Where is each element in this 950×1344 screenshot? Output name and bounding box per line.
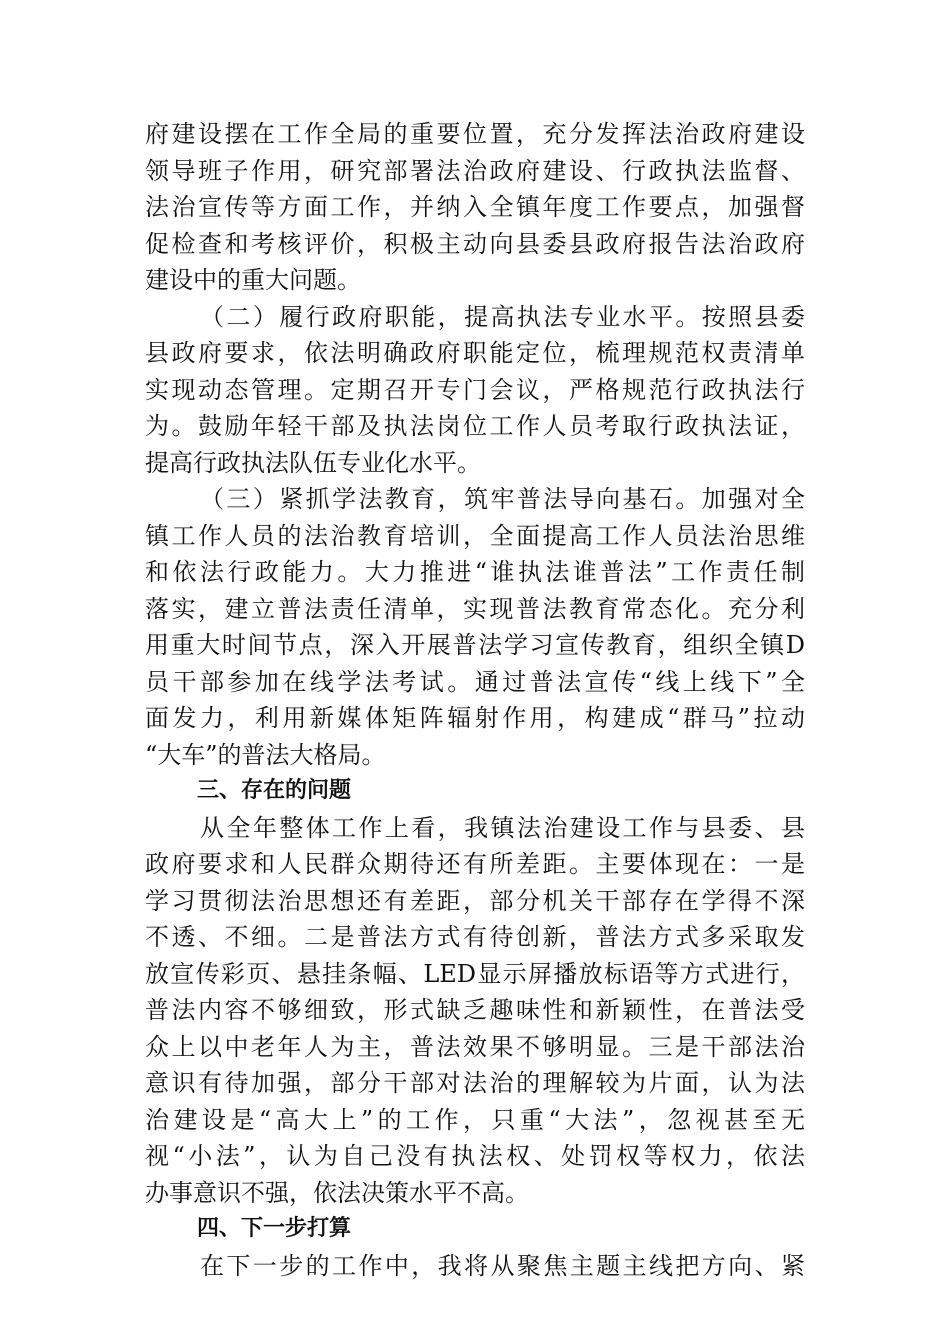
text-line: “大车”的普法大格局。 — [145, 740, 386, 769]
text-line: （二）履行政府职能，提高执法专业水平。按照县委 — [200, 302, 805, 331]
text-line: 放宣传彩页、悬挂条幅、LED显示屏播放标语等方式进行， — [145, 959, 805, 988]
section-heading-next-steps — [145, 1211, 805, 1248]
text-line: 领导班子作用，研究部署法治政府建设、行政执法监督、 — [145, 156, 805, 185]
text-line: 建设中的重大问题。 — [145, 266, 361, 294]
text-line: 实现动态管理。定期召开专门会议，严格规范行政执法行 — [145, 375, 805, 404]
section-heading: 四、下一步打算 — [197, 1216, 352, 1241]
text-line: 提高行政执法队伍专业化水平。 — [145, 448, 481, 477]
paragraph-4 — [145, 810, 805, 1212]
paragraph-1 — [145, 116, 805, 299]
text-line: 员干部参加在线学法考试。通过普法宣传“线上线下”全 — [145, 667, 805, 696]
text-line: 法治宣传等方面工作，并纳入全镇年度工作要点，加强督 — [145, 193, 805, 221]
text-line: 落实，建立普法责任清单，实现普法教育常态化。充分利 — [145, 594, 805, 623]
text-line: 办事意识不强，依法决策水平不高。 — [145, 1178, 529, 1207]
paragraph-5 — [145, 1248, 805, 1285]
text-line: 面发力，利用新媒体矩阵辐射作用，构建成“群马”拉动 — [145, 704, 805, 732]
text-line: 镇工作人员的法治教育培训，全面提高工作人员法治思维 — [145, 521, 805, 550]
text-line: 学习贯彻法治思想还有差距，部分机关干部存在学得不深 — [145, 886, 805, 915]
text-line: （三）紧抓学法教育，筑牢普法导向基石。加强对全 — [200, 485, 805, 513]
text-line: 意识有待加强，部分干部对法治的理解较为片面，认为法 — [145, 1069, 805, 1097]
paragraph-2 — [145, 299, 805, 482]
text-line: 促检查和考核评价，积极主动向县委县政府报告法治政府 — [145, 229, 805, 258]
text-line: 从全年整体工作上看，我镇法治建设工作与县委、县 — [200, 813, 805, 842]
text-line: 治建设是“高大上”的工作，只重“大法”，忽视甚至无 — [145, 1105, 805, 1134]
section-heading: 三、存在的问题 — [197, 778, 352, 803]
document-body — [145, 116, 805, 1284]
text-line: 为。鼓励年轻干部及执法岗位工作人员考取行政执法证， — [145, 412, 805, 440]
text-line: 府建设摆在工作全局的重要位置，充分发挥法治政府建设 — [145, 120, 805, 148]
text-line: 政府要求和人民群众期待还有所差距。主要体现在：一是 — [145, 850, 805, 878]
paragraph-3 — [145, 481, 805, 773]
section-heading-problems — [145, 773, 805, 810]
text-line: 用重大时间节点，深入开展普法学习宣传教育，组织全镇D — [145, 631, 805, 659]
text-line: 不透、不细。二是普法方式有待创新，普法方式多采取发 — [145, 923, 805, 951]
text-line: 和依法行政能力。大力推进“谁执法谁普法”工作责任制 — [145, 558, 805, 586]
text-line: 在下一步的工作中，我将从聚焦主题主线把方向、紧 — [200, 1251, 805, 1280]
text-line: 众上以中老年人为主，普法效果不够明显。三是干部法治 — [145, 1032, 805, 1061]
text-line: 视“小法”，认为自己没有执法权、处罚权等权力，依法 — [145, 1142, 805, 1170]
text-line: 普法内容不够细致，形式缺乏趣味性和新颖性，在普法受 — [145, 996, 805, 1024]
text-line: 县政府要求，依法明确政府职能定位，梳理规范权责清单 — [145, 339, 805, 367]
